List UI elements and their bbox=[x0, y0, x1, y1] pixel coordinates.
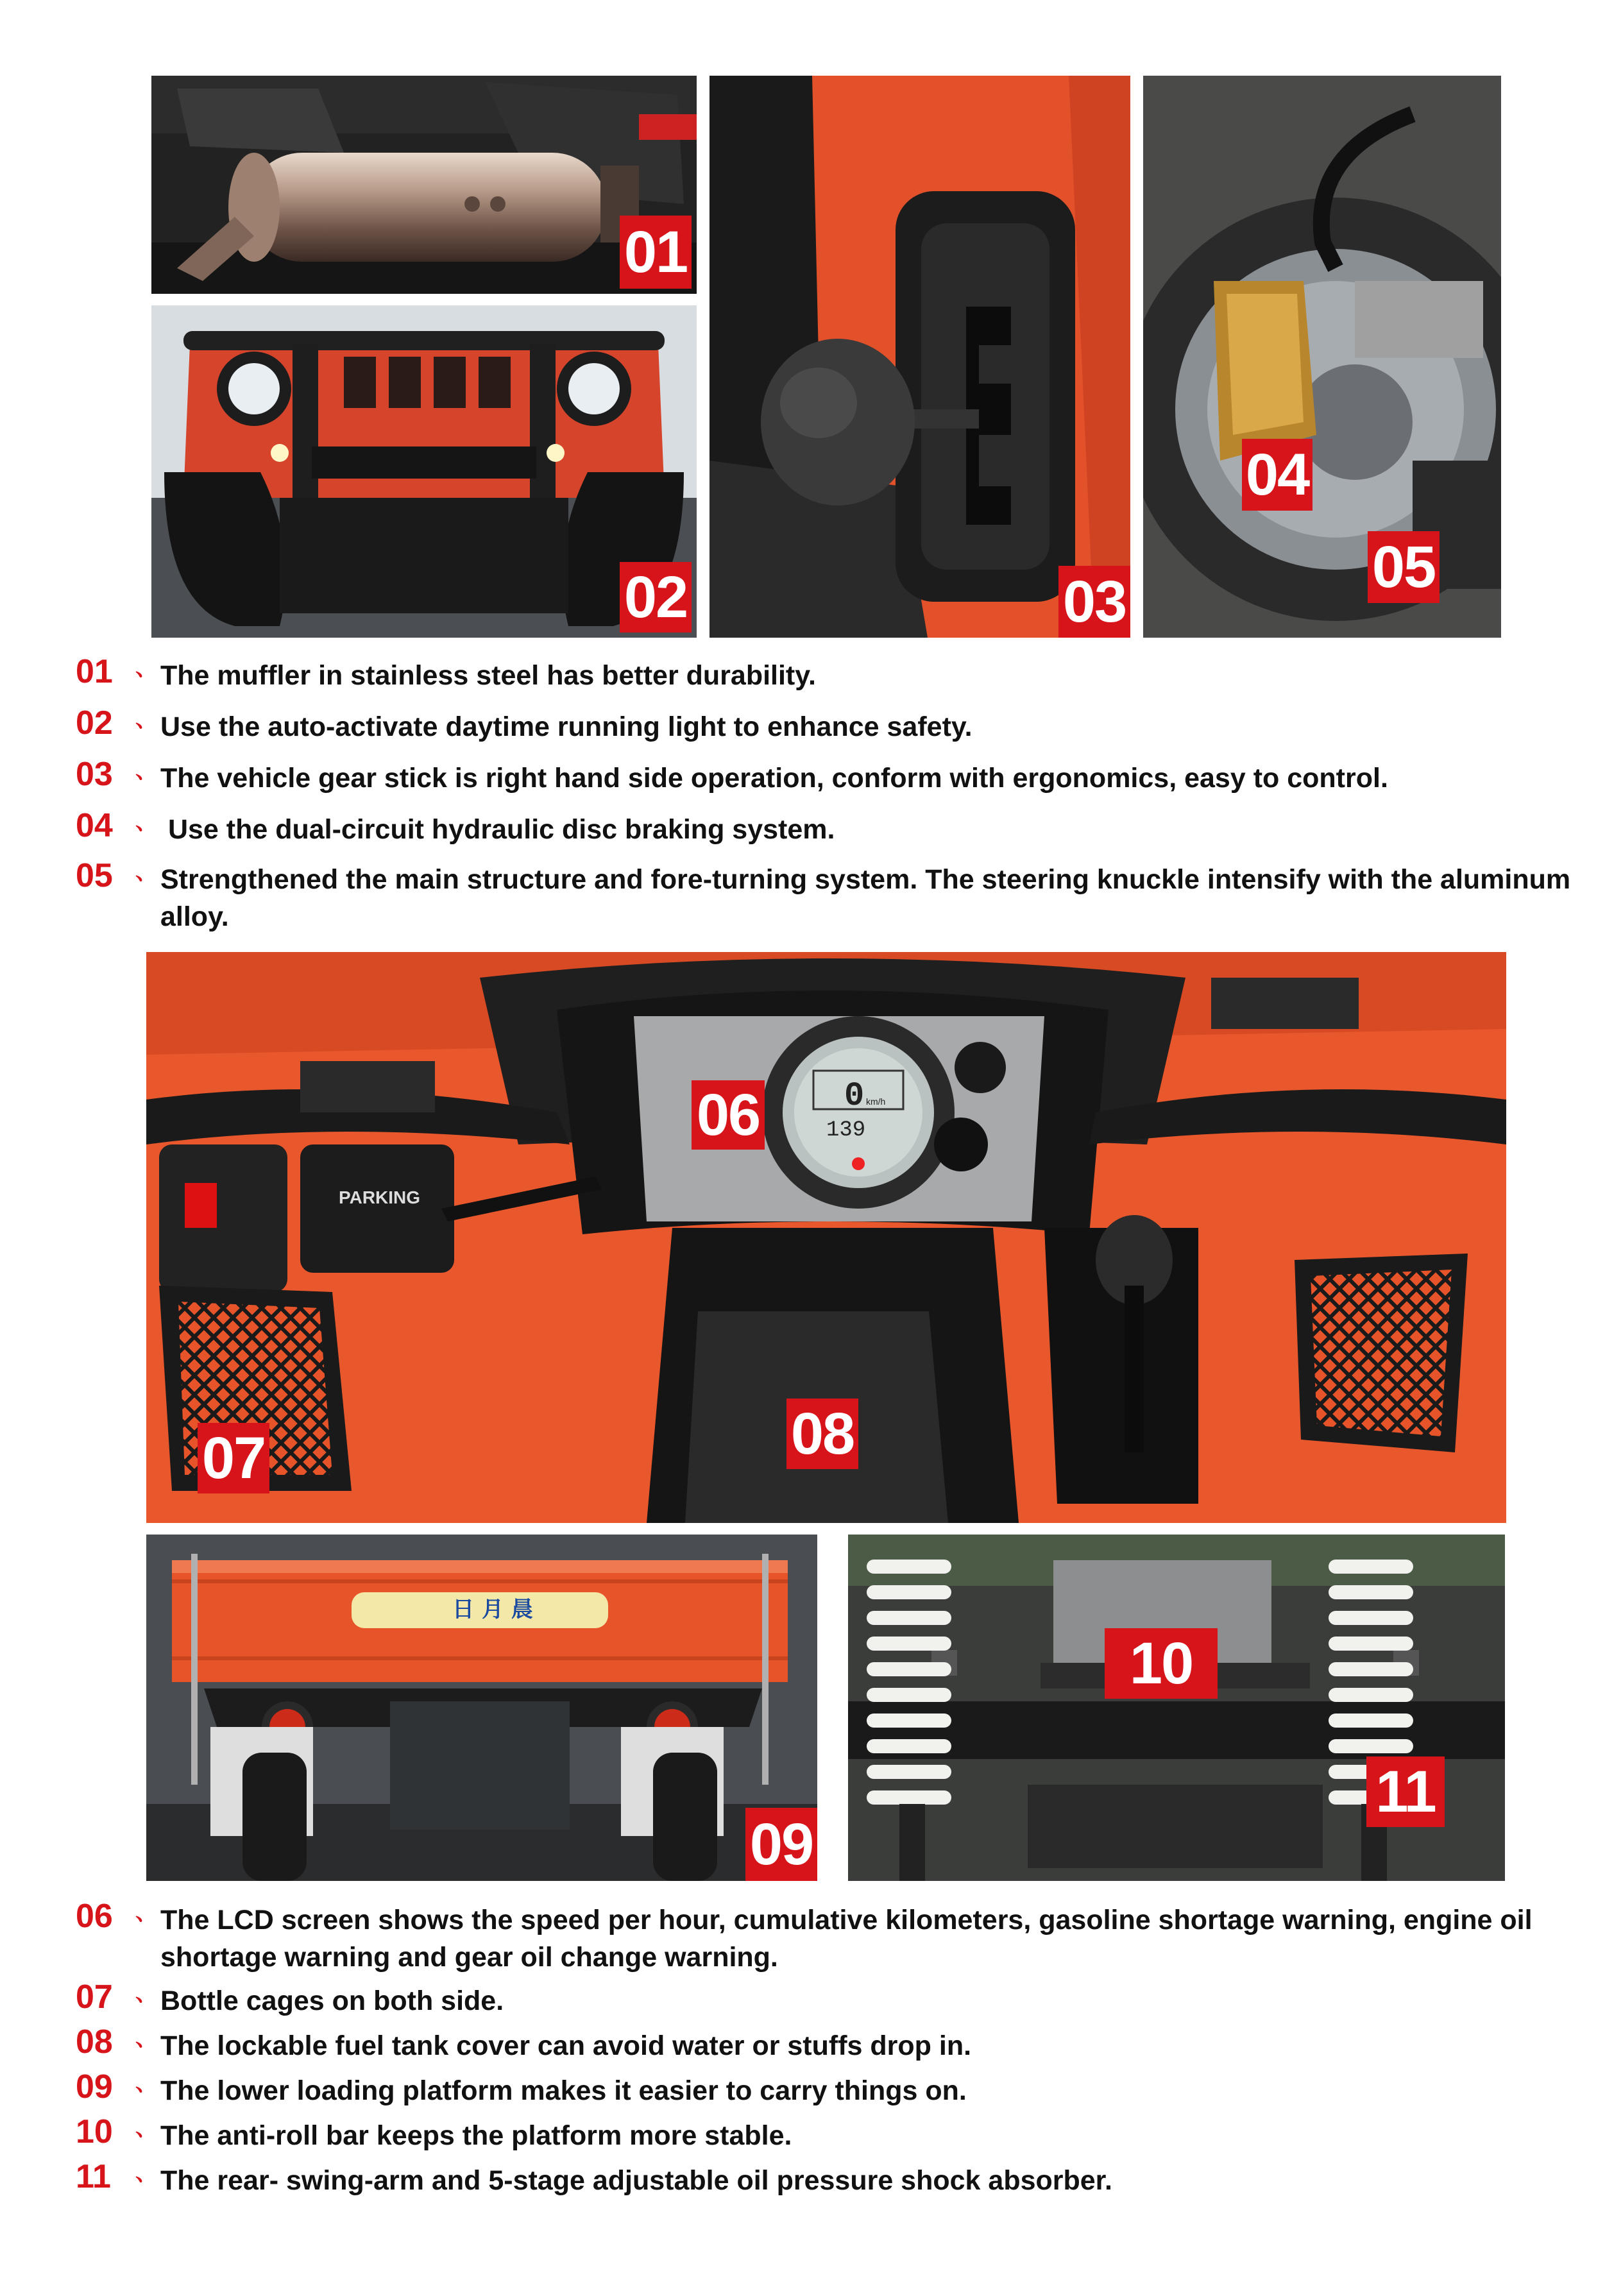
feature-separator: 、 bbox=[135, 1982, 157, 2006]
feature-text: The lockable fuel tank cover can avoid water or stuffs drop in. bbox=[160, 2030, 972, 2061]
lcd-unit: km/h bbox=[866, 1096, 886, 1107]
badge-07: 07 bbox=[198, 1423, 269, 1493]
feature-item-07 bbox=[76, 1978, 1609, 2017]
badge-09: 09 bbox=[745, 1808, 817, 1881]
feature-number: 01 bbox=[76, 653, 113, 690]
badge-08: 08 bbox=[786, 1399, 858, 1469]
feature-text: Strengthened the main structure and fore-turning system. The steering knuckle intensify with the aluminum alloy. bbox=[160, 864, 1571, 932]
muffler-illustration bbox=[151, 76, 697, 294]
badge-01: 01 bbox=[620, 216, 692, 289]
feature-separator: 、 bbox=[135, 2161, 157, 2186]
feature-item-04 bbox=[76, 807, 1609, 846]
feature-number: 10 bbox=[76, 2113, 113, 2150]
feature-number: 07 bbox=[76, 1978, 113, 2016]
photo-front-lights bbox=[151, 305, 697, 638]
feature-item-03 bbox=[76, 756, 1609, 794]
lcd-speed: 0 bbox=[844, 1077, 865, 1115]
feature-separator: 、 bbox=[135, 860, 157, 885]
photo-brake-knuckle bbox=[1143, 76, 1501, 638]
feature-number: 02 bbox=[76, 704, 113, 742]
feature-item-08 bbox=[76, 2023, 1609, 2062]
badge-03: 03 bbox=[1058, 566, 1130, 638]
feature-number: 11 bbox=[76, 2158, 111, 2195]
badge-02: 02 bbox=[620, 562, 692, 633]
parking-label: PARKING bbox=[339, 1187, 421, 1207]
feature-number: 05 bbox=[76, 857, 113, 894]
photo-rear-platform bbox=[146, 1535, 817, 1881]
feature-text: The muffler in stainless steel has better durability. bbox=[160, 660, 816, 691]
rear-platform-illustration bbox=[146, 1535, 817, 1881]
feature-text: The anti-roll bar keeps the platform more stable. bbox=[160, 2120, 792, 2151]
photo-gear-stick bbox=[709, 76, 1130, 638]
feature-item-09 bbox=[76, 2068, 1609, 2107]
feature-number: 06 bbox=[76, 1898, 113, 1935]
feature-separator: 、 bbox=[135, 656, 157, 681]
feature-item-10 bbox=[76, 2113, 1609, 2152]
feature-item-11 bbox=[76, 2158, 1609, 2197]
feature-text: The rear- swing-arm and 5-stage adjustable oil pressure shock absorber. bbox=[160, 2165, 1112, 2196]
feature-text: The lower loading platform makes it easier to carry things on. bbox=[160, 2075, 967, 2106]
lcd-odometer: 139 bbox=[826, 1118, 866, 1143]
feature-item-05 bbox=[76, 857, 1609, 934]
feature-text: The vehicle gear stick is right hand side operation, conform with ergonomics, easy to control. bbox=[160, 763, 1388, 794]
feature-text: Bottle cages on both side. bbox=[160, 1986, 504, 2016]
feature-number: 08 bbox=[76, 2023, 113, 2061]
photo-dashboard bbox=[146, 952, 1506, 1523]
badge-05: 05 bbox=[1368, 531, 1440, 603]
feature-number: 03 bbox=[76, 756, 113, 793]
badge-04: 04 bbox=[1242, 439, 1312, 511]
feature-number: 04 bbox=[76, 807, 113, 844]
rear-sign-text: 日 月 晨 bbox=[452, 1597, 533, 1622]
feature-separator: 、 bbox=[135, 759, 157, 783]
feature-text: Use the auto-activate daytime running light to enhance safety. bbox=[160, 711, 973, 742]
feature-item-06 bbox=[76, 1898, 1609, 1975]
feature-separator: 、 bbox=[135, 810, 157, 835]
photo-muffler bbox=[151, 76, 697, 294]
feature-text: The LCD screen shows the speed per hour, cumulative kilometers, gasoline shortage warning, engine oil shortage warning and gear oil change warning. bbox=[160, 1905, 1533, 1973]
badge-06: 06 bbox=[692, 1080, 765, 1150]
suspension-illustration bbox=[848, 1535, 1505, 1881]
feature-text: Use the dual-circuit hydraulic disc braking system. bbox=[160, 814, 835, 845]
gear-stick-illustration bbox=[709, 76, 1130, 638]
feature-number: 09 bbox=[76, 2068, 113, 2105]
feature-separator: 、 bbox=[135, 708, 157, 732]
feature-separator: 、 bbox=[135, 2027, 157, 2051]
feature-separator: 、 bbox=[135, 2116, 157, 2141]
brake-illustration bbox=[1143, 76, 1501, 638]
badge-11: 11 bbox=[1366, 1756, 1445, 1827]
feature-item-01 bbox=[76, 653, 1609, 692]
photo-suspension bbox=[848, 1535, 1505, 1881]
front-lights-illustration bbox=[151, 305, 697, 638]
feature-separator: 、 bbox=[135, 2071, 157, 2096]
feature-item-02 bbox=[76, 704, 1609, 743]
feature-separator: 、 bbox=[135, 1901, 157, 1925]
badge-10: 10 bbox=[1105, 1628, 1218, 1699]
